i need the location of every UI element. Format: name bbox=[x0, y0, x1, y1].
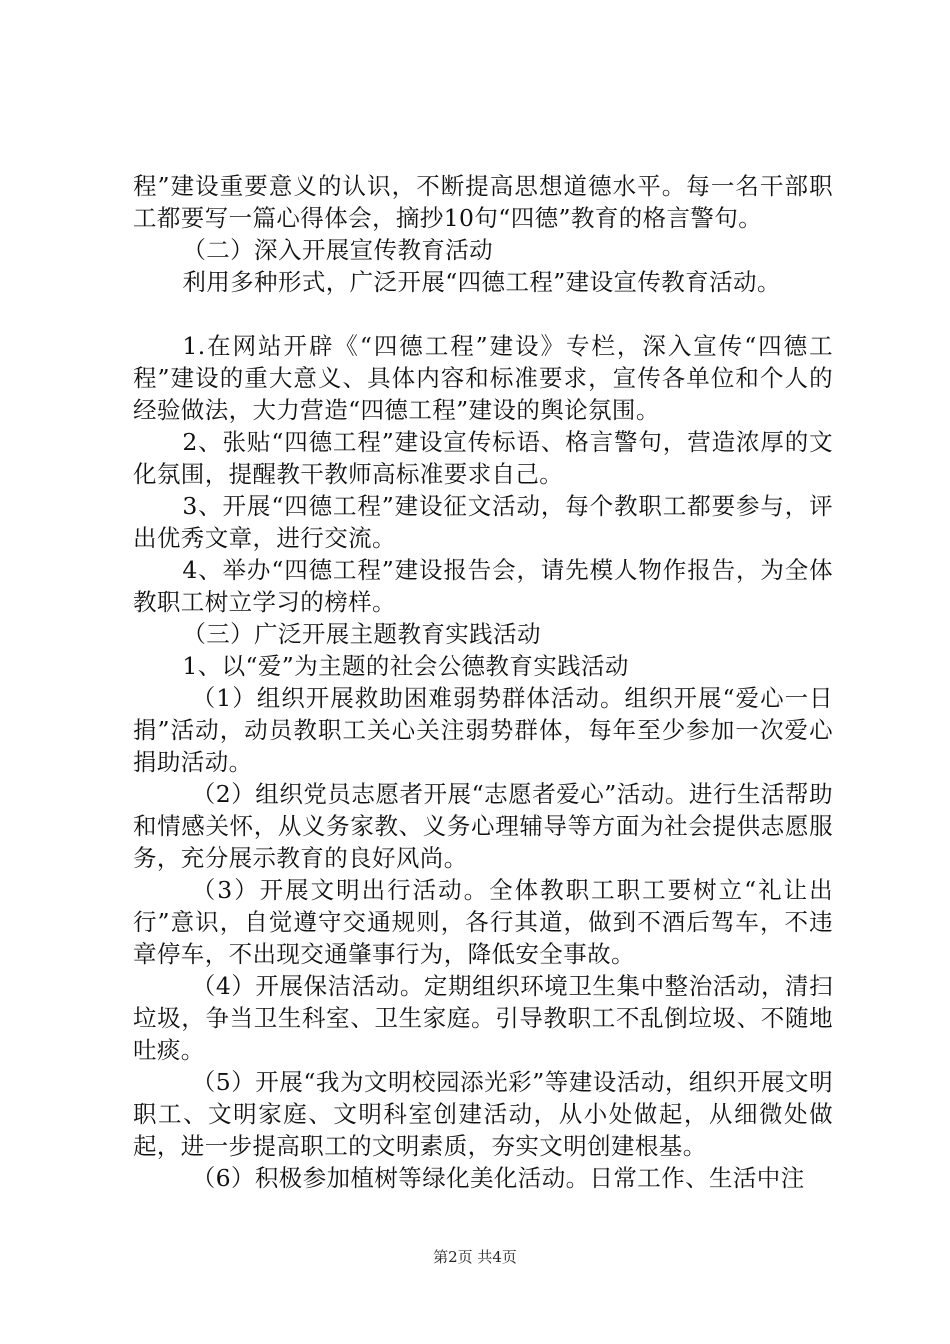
list-item-3: 3、开展“四德工程”建设征文活动，每个教职工都要参与，评出优秀文章，进行交流。 bbox=[133, 492, 833, 552]
item-paren-2: （2）组织党员志愿者开展“志愿者爱心”活动。进行生活帮助和情感关怀，从义务家教、义务心理辅导等方面为社会提供志愿服务，充分展示教育的良好风尚。 bbox=[133, 780, 833, 872]
item-paren-1: （1）组织开展救助困难弱势群体活动。组织开展“爱心一日捐”活动，动员教职工关心关注弱势群体，每年至少参加一次爱心捐助活动。 bbox=[133, 684, 833, 776]
page-footer: 第2页 共4页 bbox=[433, 1248, 517, 1266]
list-item-1: 1.在网站开辟《“四德工程”建设》专栏，深入宣传“四德工程”建设的重大意义、具体内容和标准要求，宣传各单位和个人的经验做法，大力营造“四德工程”建设的舆论氛围。 bbox=[133, 332, 833, 424]
blank-line bbox=[133, 298, 833, 330]
item-paren-4: （4）开展保洁活动。定期组织环境卫生集中整治活动，清扫垃圾，争当卫生科室、卫生家庭。引导教职工不乱倒垃圾、不随地吐痰。 bbox=[133, 972, 833, 1064]
item-paren-3: （3）开展文明出行活动。全体教职工职工要树立“礼让出行”意识，自觉遵守交通规则，各行其道，做到不酒后驾车，不违章停车，不出现交通肇事行为，降低安全事故。 bbox=[133, 876, 833, 968]
item-paren-6: （6）积极参加植树等绿化美化活动。日常工作、生活中注 bbox=[191, 1164, 805, 1192]
paragraph-continuation: 程”建设重要意义的认识，不断提高思想道德水平。每一名干部职工都要写一篇心得体会，摘抄10句“四德”教育的格言警句。 bbox=[133, 172, 833, 232]
section-heading-2: （二）深入开展宣传教育活动 bbox=[182, 236, 494, 264]
item-paren-5: （5）开展“我为文明校园添光彩”等建设活动，组织开展文明职工、文明家庭、文明科室创建活动，从小处做起，从细微处做起，进一步提高职工的文明素质，夯实文明创建根基。 bbox=[133, 1068, 833, 1160]
list-item-2: 2、张贴“四德工程”建设宣传标语、格言警句，营造浓厚的文化氛围，提醒教干教师高标准要求自己。 bbox=[133, 428, 833, 488]
section-heading-3: （三）广泛开展主题教育实践活动 bbox=[182, 620, 541, 648]
subsection-heading-1: 1、以“爱”为主题的社会公德教育实践活动 bbox=[182, 652, 629, 680]
paragraph-intro: 利用多种形式，广泛开展“四德工程”建设宣传教育活动。 bbox=[182, 268, 781, 296]
list-item-4: 4、举办“四德工程”建设报告会，请先模人物作报告，为全体教职工树立学习的榜样。 bbox=[133, 556, 833, 616]
document-body bbox=[133, 170, 833, 1194]
